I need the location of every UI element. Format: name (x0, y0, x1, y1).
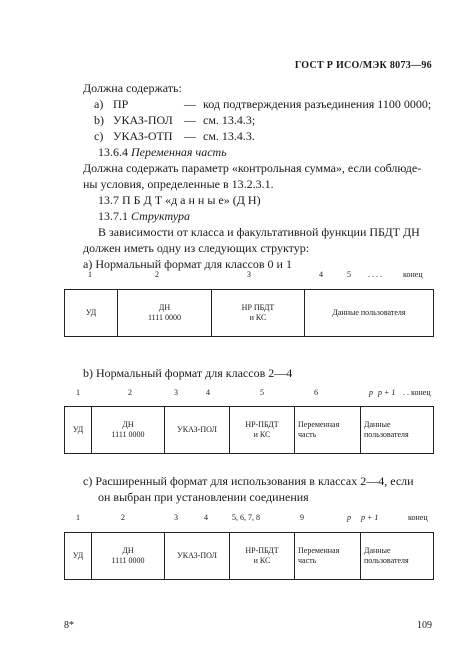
cell-dn-code: 1111 0000 (111, 430, 145, 439)
octet-label: . . конец (403, 388, 431, 397)
format-c-caption-cont: он выбран при установлении соединения (98, 490, 309, 504)
cell-dn-label: ДН (122, 420, 134, 429)
item-b-letter: b) (94, 113, 104, 127)
octet-label: 1 (76, 513, 80, 522)
cell-ukaz-pol: УКАЗ-ПОЛ (165, 407, 230, 454)
cell-ud: УД (65, 533, 92, 580)
item-b-key: УКАЗ-ПОЛ (113, 113, 173, 127)
cell-part-label: часть (298, 430, 317, 439)
octet-label: конец (408, 513, 428, 522)
cell-dn-code: 1111 0000 (147, 313, 182, 322)
item-c-key: УКАЗ-ОТП (113, 129, 173, 143)
section-13-7-1 (98, 209, 190, 224)
cell-nr-pbdt (212, 290, 305, 337)
must-contain-label: Должна содержать: (83, 81, 182, 95)
item-c-letter: с) (94, 129, 104, 143)
paragraph-line: Должна содержать параметр «контрольная сумма», если соблюде- (83, 161, 422, 175)
octet-label: р (347, 513, 351, 522)
cell-user-data: Данные пользователя (305, 290, 434, 337)
octet-label: 4 (206, 388, 210, 397)
octet-label: 5 (347, 270, 351, 279)
octet-label: р + 1 (361, 513, 379, 522)
octet-label: 2 (155, 270, 159, 279)
cell-nr-pbdt (230, 533, 295, 580)
item-c-value: см. 13.4.3. (203, 129, 255, 143)
list-item-a (94, 97, 431, 112)
format-b-caption: b) Нормальный формат для классов 2—4 (83, 366, 293, 380)
cell-user-data (361, 533, 434, 580)
cell-dn-code: 1111 0000 (111, 556, 145, 565)
paragraph-line: ны условия, определенные в 13.2.3.1. (83, 177, 274, 191)
octet-numbers-c (64, 513, 434, 525)
octet-label: 4 (319, 270, 323, 279)
list-item-c (94, 129, 255, 144)
cell-ks-label: и КС (249, 313, 267, 322)
octet-label: 5, 6, 7, 8 (232, 513, 260, 522)
octet-label: 3 (247, 270, 251, 279)
item-b-dash: — (184, 113, 196, 127)
octet-label: 3 (174, 513, 178, 522)
cell-nr-label: НР-ПБДТ (245, 546, 279, 555)
cell-ud: УД (65, 407, 92, 454)
octet-label: 1 (76, 388, 80, 397)
cell-user-data (361, 407, 434, 454)
cell-ud: УД (65, 290, 118, 337)
section-title: Структура (131, 209, 190, 223)
cell-dn (118, 290, 212, 337)
octet-label: 3 (174, 388, 178, 397)
octet-label: 1 (88, 270, 92, 279)
cell-variable-part (295, 533, 361, 580)
octet-label: 9 (300, 513, 304, 522)
octet-label: 6 (314, 388, 318, 397)
cell-part-label: часть (298, 556, 317, 565)
section-title: Переменная часть (131, 145, 227, 159)
octet-label: 2 (128, 388, 132, 397)
octet-label: р (369, 388, 373, 397)
cell-ks-label: и КС (253, 430, 271, 439)
item-b-value: см. 13.4.3; (203, 113, 256, 127)
format-c-caption: с) Расширенный формат для использования в классах 2—4, если (83, 474, 414, 488)
cell-variable-label: Переменная (298, 420, 340, 429)
octet-label: 5 (260, 388, 264, 397)
section-number: 13.7.1 (98, 209, 128, 223)
section-13-6-4 (98, 145, 227, 160)
running-header: ГОСТ Р ИСО/МЭК 8073—96 (294, 60, 432, 71)
cell-nr-label: НР-ПБДТ (245, 420, 279, 429)
format-table-b (64, 406, 434, 454)
item-c-dash: — (184, 129, 196, 143)
cell-ks-label: и КС (253, 556, 271, 565)
format-table-a (64, 289, 434, 337)
cell-user-label: пользователя (364, 556, 409, 565)
format-table-c (64, 532, 434, 580)
octet-label: р + 1 (378, 388, 396, 397)
item-a-letter: а) (94, 97, 104, 111)
cell-dn-label: ДН (158, 303, 171, 312)
cell-variable-part (295, 407, 361, 454)
octet-numbers-b (64, 388, 434, 400)
octet-label: 2 (121, 513, 125, 522)
item-a-dash: — (184, 97, 196, 111)
octet-label: конец (403, 270, 423, 279)
paragraph-line: В зависимости от класса и факультативной функции ПБДТ ДН (98, 225, 420, 239)
cell-data-label: Данные (364, 546, 391, 555)
octet-numbers-a (64, 270, 434, 282)
cell-nr-pbdt (230, 407, 295, 454)
octet-label: . . . . (368, 270, 382, 279)
octet-label: 4 (204, 513, 208, 522)
item-a-key: ПР (113, 97, 129, 111)
cell-data-label: Данные (364, 420, 391, 429)
paragraph-line: должен иметь одну из следующих структур: (83, 241, 310, 255)
page-number: 109 (417, 620, 432, 631)
cell-nr-label: НР ПБДТ (241, 303, 275, 312)
cell-dn-label: ДН (122, 546, 134, 555)
cell-ukaz-pol: УКАЗ-ПОЛ (165, 533, 230, 580)
section-13-7-heading: 13.7 П Б Д Т «д а н н ы е» (Д Н) (98, 193, 261, 207)
cell-user-label: пользователя (364, 430, 409, 439)
item-a-value: код подтверждения разъединения 1100 0000; (203, 97, 432, 111)
format-a-caption: а) Нормальный формат для классов 0 и 1 (83, 257, 292, 271)
cell-dn (92, 407, 165, 454)
section-number: 13.6.4 (98, 145, 128, 159)
cell-variable-label: Переменная (298, 546, 340, 555)
cell-dn (92, 533, 165, 580)
list-item-b (94, 113, 255, 128)
footer-signature-mark: 8* (64, 620, 74, 631)
